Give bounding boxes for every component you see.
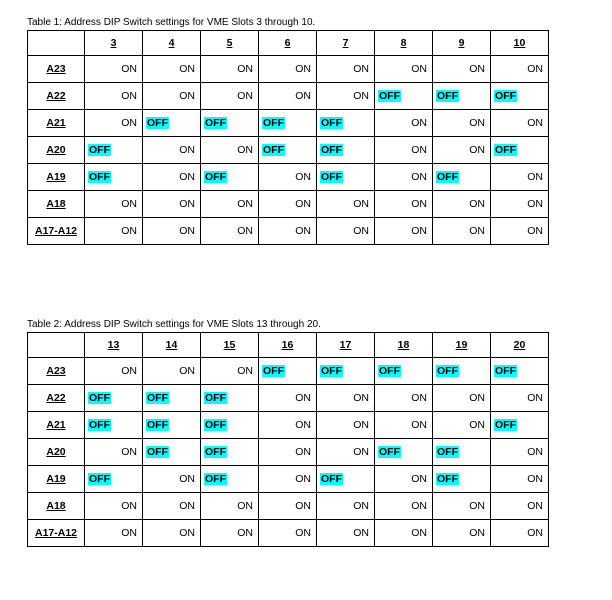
switch-cell-on <box>433 412 491 439</box>
off-value: OFF <box>321 144 342 156</box>
switch-cell-on <box>375 191 433 218</box>
switch-cell-on <box>259 493 317 520</box>
table-caption: Table 1: Address DIP Switch settings for VME Slots 3 through 10. <box>27 17 316 28</box>
on-value: ON <box>179 198 195 210</box>
on-value: ON <box>353 419 369 431</box>
off-value: OFF <box>147 392 168 404</box>
table-header-row <box>28 333 549 358</box>
on-value: ON <box>527 392 543 404</box>
off-value: OFF <box>205 392 226 404</box>
off-value: OFF <box>321 117 342 129</box>
switch-cell-on <box>491 385 549 412</box>
switch-cell-on <box>433 191 491 218</box>
switch-cell-on <box>317 83 375 110</box>
on-value: ON <box>469 63 485 75</box>
address-line-label: A21 <box>28 412 85 439</box>
switch-cell-on <box>85 439 143 466</box>
on-value: ON <box>295 225 311 237</box>
on-value: ON <box>121 365 137 377</box>
on-value: ON <box>179 144 195 156</box>
on-value: ON <box>179 473 195 485</box>
table-row <box>28 218 549 245</box>
on-value: ON <box>237 365 253 377</box>
switch-cell-on <box>85 493 143 520</box>
address-line-label: A23 <box>28 358 85 385</box>
switch-cell-off <box>201 466 259 493</box>
switch-cell-on <box>491 520 549 547</box>
switch-cell-on <box>85 110 143 137</box>
switch-cell-on <box>143 164 201 191</box>
switch-cell-on <box>85 83 143 110</box>
switch-cell-off <box>375 83 433 110</box>
on-value: ON <box>179 90 195 102</box>
switch-cell-on <box>143 218 201 245</box>
switch-cell-off <box>85 412 143 439</box>
off-value: OFF <box>437 473 458 485</box>
address-line-label: A19 <box>28 164 85 191</box>
on-value: ON <box>295 500 311 512</box>
on-value: ON <box>527 473 543 485</box>
switch-cell-on <box>317 439 375 466</box>
slot-header: 7 <box>317 31 375 56</box>
switch-cell-on <box>259 218 317 245</box>
address-line-label: A22 <box>28 83 85 110</box>
table-header-row <box>28 31 549 56</box>
on-value: ON <box>295 90 311 102</box>
switch-cell-on <box>491 56 549 83</box>
on-value: ON <box>353 446 369 458</box>
off-value: OFF <box>437 171 458 183</box>
on-value: ON <box>121 446 137 458</box>
switch-cell-on <box>433 137 491 164</box>
off-value: OFF <box>263 117 284 129</box>
off-value: OFF <box>379 365 400 377</box>
switch-cell-off <box>201 164 259 191</box>
table-row <box>28 137 549 164</box>
switch-cell-off <box>433 358 491 385</box>
switch-cell-off <box>143 439 201 466</box>
on-value: ON <box>121 90 137 102</box>
address-line-label: A20 <box>28 137 85 164</box>
switch-cell-on <box>201 56 259 83</box>
slot-header: 5 <box>201 31 259 56</box>
slot-header: 4 <box>143 31 201 56</box>
switch-cell-on <box>375 385 433 412</box>
table-row <box>28 164 549 191</box>
on-value: ON <box>527 225 543 237</box>
address-line-label: A21 <box>28 110 85 137</box>
on-value: ON <box>179 365 195 377</box>
address-line-label: A22 <box>28 385 85 412</box>
switch-cell-on <box>433 520 491 547</box>
on-value: ON <box>411 117 427 129</box>
off-value: OFF <box>263 144 284 156</box>
switch-cell-on <box>491 493 549 520</box>
off-value: OFF <box>205 419 226 431</box>
switch-cell-on <box>201 83 259 110</box>
on-value: ON <box>469 225 485 237</box>
off-value: OFF <box>205 171 226 183</box>
slot-header: 6 <box>259 31 317 56</box>
on-value: ON <box>121 527 137 539</box>
off-value: OFF <box>147 117 168 129</box>
switch-cell-on <box>433 385 491 412</box>
switch-cell-on <box>143 493 201 520</box>
slot-header: 13 <box>85 333 143 358</box>
off-value: OFF <box>89 419 110 431</box>
switch-cell-on <box>201 520 259 547</box>
on-value: ON <box>179 225 195 237</box>
on-value: ON <box>411 63 427 75</box>
switch-cell-on <box>259 56 317 83</box>
switch-cell-off <box>85 164 143 191</box>
on-value: ON <box>353 90 369 102</box>
switch-cell-on <box>317 412 375 439</box>
switch-cell-off <box>317 466 375 493</box>
on-value: ON <box>295 419 311 431</box>
off-value: OFF <box>437 90 458 102</box>
on-value: ON <box>527 117 543 129</box>
switch-cell-on <box>433 56 491 83</box>
on-value: ON <box>353 63 369 75</box>
on-value: ON <box>237 144 253 156</box>
on-value: ON <box>295 171 311 183</box>
slot-header: 19 <box>433 333 491 358</box>
switch-cell-off <box>433 83 491 110</box>
table-row <box>28 439 549 466</box>
on-value: ON <box>411 527 427 539</box>
switch-cell-on <box>143 520 201 547</box>
switch-cell-off <box>201 110 259 137</box>
switch-cell-on <box>375 218 433 245</box>
switch-cell-on <box>375 164 433 191</box>
on-value: ON <box>469 419 485 431</box>
switch-cell-on <box>491 466 549 493</box>
address-line-label: A20 <box>28 439 85 466</box>
switch-cell-on <box>201 218 259 245</box>
switch-cell-off <box>491 83 549 110</box>
switch-cell-off <box>375 358 433 385</box>
switch-cell-off <box>259 137 317 164</box>
switch-cell-on <box>143 137 201 164</box>
switch-cell-off <box>317 358 375 385</box>
switch-cell-on <box>85 520 143 547</box>
switch-cell-on <box>85 191 143 218</box>
switch-cell-on <box>143 358 201 385</box>
switch-cell-on <box>491 110 549 137</box>
on-value: ON <box>527 527 543 539</box>
on-value: ON <box>527 171 543 183</box>
on-value: ON <box>353 392 369 404</box>
address-line-label: A17-A12 <box>28 218 85 245</box>
address-line-label: A18 <box>28 191 85 218</box>
off-value: OFF <box>205 446 226 458</box>
off-value: OFF <box>379 90 400 102</box>
on-value: ON <box>527 500 543 512</box>
on-value: ON <box>179 500 195 512</box>
on-value: ON <box>121 500 137 512</box>
switch-cell-on <box>491 164 549 191</box>
switch-cell-off <box>85 137 143 164</box>
on-value: ON <box>121 225 137 237</box>
switch-cell-on <box>85 358 143 385</box>
switch-cell-off <box>143 110 201 137</box>
table-row <box>28 520 549 547</box>
switch-cell-on <box>317 218 375 245</box>
on-value: ON <box>237 225 253 237</box>
off-value: OFF <box>89 392 110 404</box>
on-value: ON <box>295 63 311 75</box>
table-row <box>28 412 549 439</box>
on-value: ON <box>295 527 311 539</box>
on-value: ON <box>121 198 137 210</box>
table-row <box>28 191 549 218</box>
switch-cell-off <box>143 385 201 412</box>
on-value: ON <box>527 198 543 210</box>
switch-cell-on <box>259 164 317 191</box>
switch-cell-on <box>317 520 375 547</box>
table-row <box>28 56 549 83</box>
switch-cell-off <box>85 466 143 493</box>
switch-cell-off <box>375 439 433 466</box>
address-line-label: A18 <box>28 493 85 520</box>
switch-cell-on <box>375 493 433 520</box>
switch-cell-on <box>259 412 317 439</box>
switch-cell-off <box>143 412 201 439</box>
switch-cell-on <box>375 110 433 137</box>
on-value: ON <box>469 117 485 129</box>
off-value: OFF <box>495 90 516 102</box>
on-value: ON <box>295 198 311 210</box>
on-value: ON <box>179 63 195 75</box>
address-line-label: A23 <box>28 56 85 83</box>
on-value: ON <box>121 117 137 129</box>
off-value: OFF <box>321 365 342 377</box>
on-value: ON <box>237 198 253 210</box>
switch-cell-on <box>85 218 143 245</box>
table-row <box>28 358 549 385</box>
on-value: ON <box>469 144 485 156</box>
switch-cell-on <box>375 56 433 83</box>
on-value: ON <box>411 144 427 156</box>
off-value: OFF <box>263 365 284 377</box>
on-value: ON <box>527 63 543 75</box>
on-value: ON <box>353 500 369 512</box>
off-value: OFF <box>205 117 226 129</box>
address-line-label: A19 <box>28 466 85 493</box>
dip-switch-table <box>27 332 549 547</box>
on-value: ON <box>469 527 485 539</box>
table-row <box>28 493 549 520</box>
switch-cell-on <box>433 110 491 137</box>
on-value: ON <box>179 527 195 539</box>
switch-cell-on <box>143 83 201 110</box>
on-value: ON <box>295 473 311 485</box>
on-value: ON <box>353 527 369 539</box>
on-value: ON <box>237 500 253 512</box>
on-value: ON <box>411 500 427 512</box>
switch-cell-on <box>143 466 201 493</box>
switch-cell-off <box>317 110 375 137</box>
on-value: ON <box>411 198 427 210</box>
on-value: ON <box>353 198 369 210</box>
off-value: OFF <box>147 419 168 431</box>
on-value: ON <box>469 392 485 404</box>
switch-cell-on <box>143 191 201 218</box>
off-value: OFF <box>379 446 400 458</box>
on-value: ON <box>411 392 427 404</box>
slot-header: 17 <box>317 333 375 358</box>
switch-cell-on <box>201 191 259 218</box>
switch-cell-on <box>201 493 259 520</box>
table-row <box>28 466 549 493</box>
switch-cell-on <box>143 56 201 83</box>
switch-cell-off <box>491 412 549 439</box>
on-value: ON <box>469 500 485 512</box>
slot-header: 20 <box>491 333 549 358</box>
table-caption: Table 2: Address DIP Switch settings for VME Slots 13 through 20. <box>27 319 321 330</box>
switch-cell-off <box>433 439 491 466</box>
on-value: ON <box>237 63 253 75</box>
switch-cell-on <box>259 466 317 493</box>
switch-cell-off <box>201 439 259 466</box>
switch-cell-on <box>375 412 433 439</box>
switch-cell-off <box>317 164 375 191</box>
switch-cell-off <box>491 358 549 385</box>
switch-cell-on <box>317 385 375 412</box>
switch-cell-on <box>375 520 433 547</box>
on-value: ON <box>295 392 311 404</box>
off-value: OFF <box>205 473 226 485</box>
off-value: OFF <box>495 144 516 156</box>
switch-cell-off <box>201 412 259 439</box>
off-value: OFF <box>437 446 458 458</box>
off-value: OFF <box>89 144 110 156</box>
switch-cell-on <box>317 56 375 83</box>
slot-header: 8 <box>375 31 433 56</box>
off-value: OFF <box>437 365 458 377</box>
table-1-block <box>27 16 549 245</box>
table-corner-cell <box>28 333 85 358</box>
switch-cell-on <box>433 218 491 245</box>
switch-cell-off <box>201 385 259 412</box>
table-row <box>28 385 549 412</box>
switch-cell-on <box>85 56 143 83</box>
off-value: OFF <box>89 171 110 183</box>
on-value: ON <box>411 473 427 485</box>
switch-cell-on <box>433 493 491 520</box>
switch-cell-on <box>201 358 259 385</box>
dip-switch-table <box>27 30 549 245</box>
on-value: ON <box>237 527 253 539</box>
switch-cell-on <box>375 466 433 493</box>
on-value: ON <box>237 90 253 102</box>
switch-cell-on <box>259 520 317 547</box>
switch-cell-on <box>375 137 433 164</box>
switch-cell-off <box>433 164 491 191</box>
off-value: OFF <box>89 473 110 485</box>
switch-cell-on <box>259 83 317 110</box>
off-value: OFF <box>495 365 516 377</box>
off-value: OFF <box>495 419 516 431</box>
address-line-label: A17-A12 <box>28 520 85 547</box>
on-value: ON <box>295 446 311 458</box>
table-corner-cell <box>28 31 85 56</box>
switch-cell-on <box>259 191 317 218</box>
table-row <box>28 110 549 137</box>
on-value: ON <box>411 171 427 183</box>
table-row <box>28 83 549 110</box>
slot-header: 3 <box>85 31 143 56</box>
switch-cell-off <box>317 137 375 164</box>
off-value: OFF <box>321 171 342 183</box>
switch-cell-on <box>201 137 259 164</box>
slot-header: 14 <box>143 333 201 358</box>
slot-header: 15 <box>201 333 259 358</box>
on-value: ON <box>411 419 427 431</box>
on-value: ON <box>469 198 485 210</box>
switch-cell-on <box>317 191 375 218</box>
slot-header: 10 <box>491 31 549 56</box>
on-value: ON <box>411 225 427 237</box>
switch-cell-on <box>491 218 549 245</box>
switch-cell-off <box>259 358 317 385</box>
switch-cell-off <box>491 137 549 164</box>
switch-cell-on <box>259 385 317 412</box>
off-value: OFF <box>321 473 342 485</box>
on-value: ON <box>121 63 137 75</box>
slot-header: 16 <box>259 333 317 358</box>
off-value: OFF <box>147 446 168 458</box>
switch-cell-on <box>317 493 375 520</box>
switch-cell-on <box>259 439 317 466</box>
slot-header: 9 <box>433 31 491 56</box>
table-2-block <box>27 318 549 547</box>
switch-cell-on <box>491 439 549 466</box>
switch-cell-off <box>433 466 491 493</box>
switch-cell-off <box>259 110 317 137</box>
on-value: ON <box>353 225 369 237</box>
slot-header: 18 <box>375 333 433 358</box>
on-value: ON <box>179 171 195 183</box>
switch-cell-off <box>85 385 143 412</box>
switch-cell-on <box>491 191 549 218</box>
on-value: ON <box>527 446 543 458</box>
